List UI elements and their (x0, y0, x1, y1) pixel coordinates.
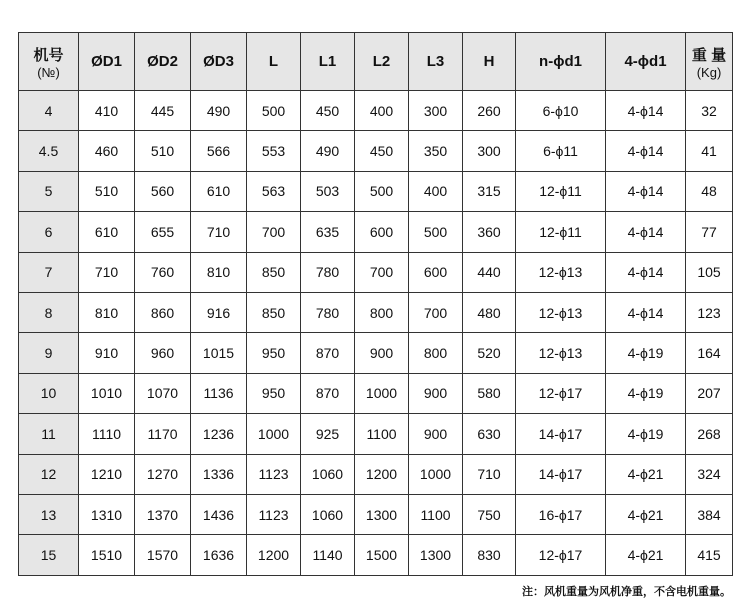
model-number-cell: 6 (19, 212, 79, 252)
table-cell: 900 (355, 333, 409, 373)
table-cell: 780 (301, 292, 355, 332)
column-header (686, 33, 733, 91)
column-header (247, 33, 301, 91)
table-cell: 1123 (247, 454, 301, 494)
table-header (19, 33, 733, 91)
table-cell: 440 (463, 252, 516, 292)
table-cell: 500 (409, 212, 463, 252)
table-cell: 1200 (355, 454, 409, 494)
column-header (409, 33, 463, 91)
table-cell: 810 (191, 252, 247, 292)
table-row (19, 414, 733, 454)
table-cell: 1236 (191, 414, 247, 454)
model-number-cell: 10 (19, 373, 79, 413)
table-cell: 1300 (355, 494, 409, 534)
column-header-label: L1 (318, 53, 337, 70)
table-cell: 900 (409, 373, 463, 413)
table-cell: 48 (686, 171, 733, 211)
table-row (19, 252, 733, 292)
table-cell: 850 (247, 292, 301, 332)
table-cell: 1060 (301, 454, 355, 494)
table-cell: 1370 (135, 494, 191, 534)
column-header-label: ØD1 (91, 53, 122, 70)
table-cell: 400 (409, 171, 463, 211)
table-cell: 4-ϕ21 (606, 494, 686, 534)
model-number-cell: 15 (19, 535, 79, 575)
table-cell: 450 (301, 91, 355, 131)
table-cell: 12-ϕ13 (516, 292, 606, 332)
table-cell: 360 (463, 212, 516, 252)
column-header-label: L3 (426, 53, 445, 70)
table-cell: 910 (79, 333, 135, 373)
table-cell: 810 (79, 292, 135, 332)
table-cell: 400 (355, 91, 409, 131)
table-cell: 560 (135, 171, 191, 211)
table-cell: 41 (686, 131, 733, 171)
column-header (79, 33, 135, 91)
table-cell: 710 (79, 252, 135, 292)
header-row (19, 33, 733, 91)
table-cell: 700 (409, 292, 463, 332)
table-cell: 4-ϕ14 (606, 212, 686, 252)
table-cell: 1100 (409, 494, 463, 534)
table-cell: 300 (409, 91, 463, 131)
table-cell: 870 (301, 373, 355, 413)
table-cell: 315 (463, 171, 516, 211)
table-cell: 960 (135, 333, 191, 373)
table-cell: 655 (135, 212, 191, 252)
table-cell: 4-ϕ21 (606, 535, 686, 575)
table-cell: 600 (409, 252, 463, 292)
table-cell: 1436 (191, 494, 247, 534)
table-cell: 1310 (79, 494, 135, 534)
table-row (19, 292, 733, 332)
column-header (355, 33, 409, 91)
table-cell: 12-ϕ17 (516, 535, 606, 575)
column-header-label: 重 量 (691, 46, 727, 64)
column-header-label: H (483, 53, 495, 70)
table-cell: 4-ϕ14 (606, 131, 686, 171)
table-cell: 610 (79, 212, 135, 252)
model-number-cell: 9 (19, 333, 79, 373)
table-cell: 12-ϕ11 (516, 212, 606, 252)
table-cell: 900 (409, 414, 463, 454)
table-cell: 4-ϕ14 (606, 171, 686, 211)
table-cell: 800 (355, 292, 409, 332)
table-row (19, 494, 733, 534)
table-cell: 860 (135, 292, 191, 332)
table-cell: 164 (686, 333, 733, 373)
table-cell: 1000 (247, 414, 301, 454)
table-cell: 760 (135, 252, 191, 292)
table-cell: 925 (301, 414, 355, 454)
table-cell: 14-ϕ17 (516, 414, 606, 454)
table-cell: 350 (409, 131, 463, 171)
table-cell: 207 (686, 373, 733, 413)
column-header-unit: (№) (37, 64, 60, 80)
table-cell: 445 (135, 91, 191, 131)
model-number-cell: 5 (19, 171, 79, 211)
table-cell: 1000 (409, 454, 463, 494)
table-cell: 710 (463, 454, 516, 494)
column-header-label: ØD3 (203, 53, 234, 70)
table-cell: 950 (247, 373, 301, 413)
table-cell: 510 (135, 131, 191, 171)
table-cell: 1000 (355, 373, 409, 413)
column-header-label: 4-ϕd1 (624, 53, 667, 70)
model-number-cell: 11 (19, 414, 79, 454)
table-row (19, 131, 733, 171)
table-cell: 4-ϕ19 (606, 333, 686, 373)
model-number-cell: 12 (19, 454, 79, 494)
table-cell: 4-ϕ14 (606, 252, 686, 292)
column-header (463, 33, 516, 91)
model-number-cell: 8 (19, 292, 79, 332)
table-cell: 1015 (191, 333, 247, 373)
table-cell: 384 (686, 494, 733, 534)
table-cell: 415 (686, 535, 733, 575)
table-cell: 580 (463, 373, 516, 413)
model-number-cell: 13 (19, 494, 79, 534)
table-cell: 4-ϕ19 (606, 414, 686, 454)
table-cell: 268 (686, 414, 733, 454)
column-header (606, 33, 686, 91)
column-header-label: n-ϕd1 (539, 53, 582, 70)
table-cell: 1510 (79, 535, 135, 575)
table-cell: 490 (301, 131, 355, 171)
table-cell: 1060 (301, 494, 355, 534)
table-cell: 260 (463, 91, 516, 131)
table-cell: 870 (301, 333, 355, 373)
column-header-label: 机号 (33, 46, 64, 64)
table-cell: 500 (355, 171, 409, 211)
table-cell: 800 (409, 333, 463, 373)
table-row (19, 454, 733, 494)
table-cell: 14-ϕ17 (516, 454, 606, 494)
table-cell: 1270 (135, 454, 191, 494)
model-number-cell: 4 (19, 91, 79, 131)
table-cell: 16-ϕ17 (516, 494, 606, 534)
table-cell: 1100 (355, 414, 409, 454)
table-cell: 32 (686, 91, 733, 131)
table-cell: 105 (686, 252, 733, 292)
column-header-unit: (Kg) (696, 64, 722, 80)
table-cell: 1110 (79, 414, 135, 454)
table-cell: 1636 (191, 535, 247, 575)
table-cell: 700 (247, 212, 301, 252)
table-cell: 1210 (79, 454, 135, 494)
table-cell: 450 (355, 131, 409, 171)
table-cell: 12-ϕ13 (516, 252, 606, 292)
table-cell: 324 (686, 454, 733, 494)
footnote: 注：风机重量为风机净重，不含电机重量。 (522, 585, 731, 598)
table-row (19, 333, 733, 373)
table-cell: 563 (247, 171, 301, 211)
table-cell: 850 (247, 252, 301, 292)
column-header (301, 33, 355, 91)
table-cell: 700 (355, 252, 409, 292)
table-cell: 635 (301, 212, 355, 252)
table-cell: 1200 (247, 535, 301, 575)
table-cell: 950 (247, 333, 301, 373)
column-header-label: L (268, 53, 279, 70)
table-cell: 1070 (135, 373, 191, 413)
table-cell: 780 (301, 252, 355, 292)
table-cell: 123 (686, 292, 733, 332)
table-cell: 12-ϕ13 (516, 333, 606, 373)
column-header-label: L2 (372, 53, 391, 70)
table-cell: 490 (191, 91, 247, 131)
column-header-label: ØD2 (147, 53, 178, 70)
table-row (19, 91, 733, 131)
table-cell: 520 (463, 333, 516, 373)
table-cell: 4-ϕ14 (606, 91, 686, 131)
table-cell: 1010 (79, 373, 135, 413)
table-cell: 510 (79, 171, 135, 211)
table-cell: 710 (191, 212, 247, 252)
table-cell: 1170 (135, 414, 191, 454)
table-cell: 553 (247, 131, 301, 171)
table-cell: 1140 (301, 535, 355, 575)
table-cell: 1500 (355, 535, 409, 575)
table-cell: 410 (79, 91, 135, 131)
table-cell: 503 (301, 171, 355, 211)
table-row (19, 373, 733, 413)
table-cell: 1336 (191, 454, 247, 494)
table-cell: 566 (191, 131, 247, 171)
table-cell: 77 (686, 212, 733, 252)
table-cell: 300 (463, 131, 516, 171)
table-cell: 1123 (247, 494, 301, 534)
table-cell: 12-ϕ17 (516, 373, 606, 413)
table-cell: 4-ϕ19 (606, 373, 686, 413)
column-header (135, 33, 191, 91)
column-header (516, 33, 606, 91)
table-cell: 916 (191, 292, 247, 332)
table-cell: 830 (463, 535, 516, 575)
table-cell: 6-ϕ11 (516, 131, 606, 171)
table-cell: 6-ϕ10 (516, 91, 606, 131)
spec-table (18, 32, 733, 576)
table-row (19, 535, 733, 575)
table-cell: 480 (463, 292, 516, 332)
table-cell: 4-ϕ14 (606, 292, 686, 332)
table-cell: 4-ϕ21 (606, 454, 686, 494)
table-row (19, 212, 733, 252)
table-cell: 1300 (409, 535, 463, 575)
column-header (191, 33, 247, 91)
table-body (19, 91, 733, 576)
table-cell: 630 (463, 414, 516, 454)
column-header (19, 33, 79, 91)
table-cell: 1570 (135, 535, 191, 575)
table-cell: 600 (355, 212, 409, 252)
table-cell: 12-ϕ11 (516, 171, 606, 211)
table-cell: 610 (191, 171, 247, 211)
model-number-cell: 7 (19, 252, 79, 292)
table-cell: 500 (247, 91, 301, 131)
model-number-cell: 4.5 (19, 131, 79, 171)
table-cell: 460 (79, 131, 135, 171)
table-row (19, 171, 733, 211)
table-cell: 750 (463, 494, 516, 534)
table-cell: 1136 (191, 373, 247, 413)
